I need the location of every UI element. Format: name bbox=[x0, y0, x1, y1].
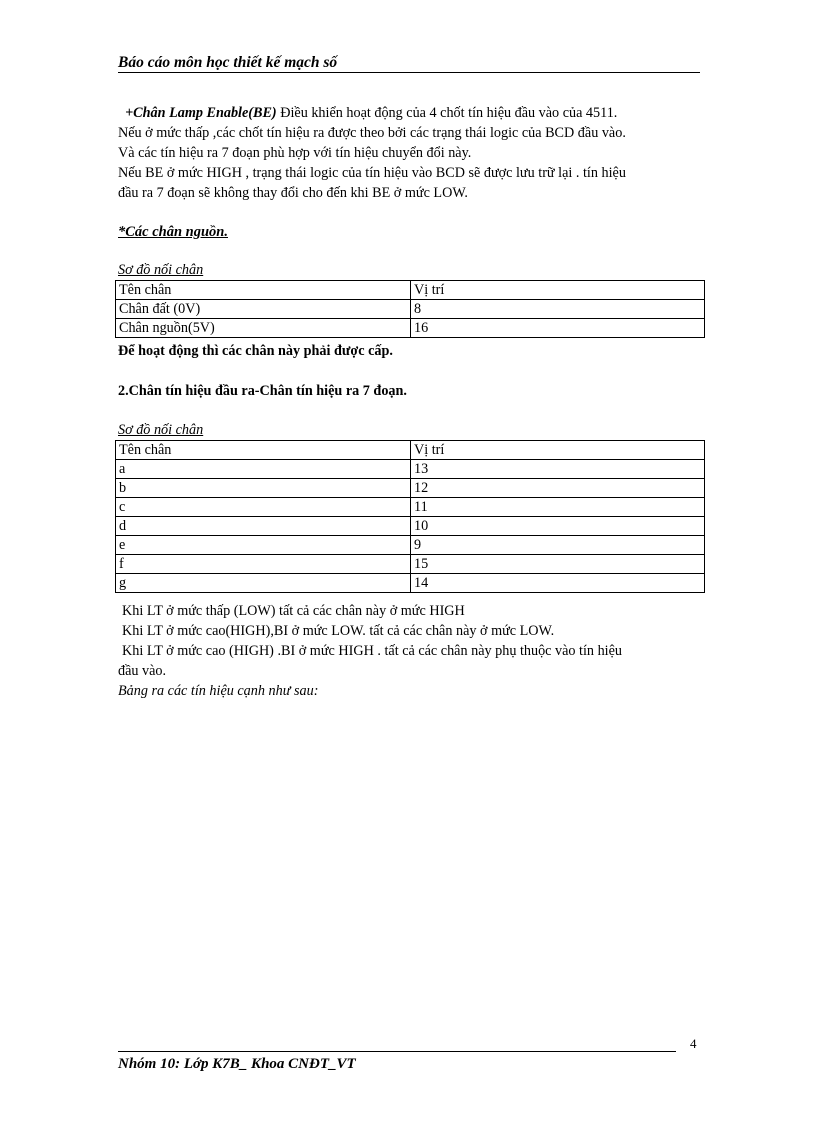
power-note: Để hoạt động thì các chân này phải được cấp. bbox=[118, 343, 393, 359]
table-cell: 11 bbox=[411, 498, 705, 517]
table-cell: a bbox=[116, 460, 411, 479]
footer-divider bbox=[118, 1051, 676, 1052]
table-cell: 16 bbox=[411, 319, 705, 338]
table-row bbox=[116, 536, 705, 555]
table-header-row bbox=[116, 441, 705, 460]
table-cell: c bbox=[116, 498, 411, 517]
output-note-4: đầu vào. bbox=[118, 663, 167, 679]
table-row bbox=[116, 319, 705, 338]
intro-lead: +Chân Lamp Enable(BE) bbox=[125, 105, 277, 121]
table-cell: 15 bbox=[411, 555, 705, 574]
intro-lead-rest: Điều khiển hoạt động của 4 chốt tín hiệu đầu vào của 4511. bbox=[276, 105, 618, 121]
intro-line-3: Và các tín hiệu ra 7 đoạn phù hợp với tín hiệu chuyển đổi này. bbox=[118, 145, 472, 161]
table-cell: 14 bbox=[411, 574, 705, 593]
table-cell: e bbox=[116, 536, 411, 555]
table-header-cell: Vị trí bbox=[411, 281, 705, 300]
table-cell: Chân đất (0V) bbox=[116, 300, 411, 319]
output-notes bbox=[118, 601, 698, 701]
output-pin-table bbox=[115, 440, 705, 593]
output-closing: Bảng ra các tín hiệu cạnh như sau: bbox=[118, 683, 319, 699]
power-table-caption: Sơ đồ nối chân bbox=[118, 262, 204, 278]
table-cell: 10 bbox=[411, 517, 705, 536]
table-cell: f bbox=[116, 555, 411, 574]
page-header-title: Báo cáo môn học thiết kế mạch số bbox=[118, 54, 338, 71]
table-header-cell: Vị trí bbox=[411, 441, 705, 460]
table-row bbox=[116, 498, 705, 517]
header-divider bbox=[118, 72, 700, 73]
intro-line-4: Nếu BE ở mức HIGH , trạng thái logic của tín hiệu vào BCD sẽ được lưu trữ lại . tín hiệu bbox=[118, 165, 626, 181]
table-cell: 9 bbox=[411, 536, 705, 555]
output-heading: 2.Chân tín hiệu đầu ra-Chân tín hiệu ra 7 đoạn. bbox=[118, 383, 407, 399]
intro-line-5: đầu ra 7 đoạn sẽ không thay đổi cho đến khi BE ở mức LOW. bbox=[118, 185, 468, 201]
intro-line-2: Nếu ở mức thấp ,các chốt tín hiệu ra được theo bởi các trạng thái logic của BCD đầu vào. bbox=[118, 125, 626, 141]
table-cell: d bbox=[116, 517, 411, 536]
table-cell: 13 bbox=[411, 460, 705, 479]
table-header-cell: Tên chân bbox=[116, 281, 411, 300]
output-table-caption: Sơ đồ nối chân bbox=[118, 422, 204, 438]
output-note-2: Khi LT ở mức cao(HIGH),BI ở mức LOW. tất cả các chân này ở mức LOW. bbox=[122, 623, 555, 639]
table-row bbox=[116, 460, 705, 479]
page-number: 4 bbox=[690, 1036, 697, 1051]
table-header-cell: Tên chân bbox=[116, 441, 411, 460]
table-cell: Chân nguồn(5V) bbox=[116, 319, 411, 338]
table-cell: b bbox=[116, 479, 411, 498]
table-cell: 8 bbox=[411, 300, 705, 319]
intro-line-1 bbox=[118, 103, 698, 123]
table-cell: 12 bbox=[411, 479, 705, 498]
intro-paragraph bbox=[118, 103, 698, 203]
output-note-1: Khi LT ở mức thấp (LOW) tất cả các chân này ở mức HIGH bbox=[122, 603, 465, 619]
table-row bbox=[116, 574, 705, 593]
table-row bbox=[116, 555, 705, 574]
power-pin-table bbox=[115, 280, 705, 338]
page-footer-text: Nhóm 10: Lớp K7B_ Khoa CNĐT_VT bbox=[118, 1056, 356, 1072]
power-heading: *Các chân nguồn. bbox=[118, 224, 228, 240]
table-row bbox=[116, 517, 705, 536]
table-header-row bbox=[116, 281, 705, 300]
table-row bbox=[116, 479, 705, 498]
table-row bbox=[116, 300, 705, 319]
table-cell: g bbox=[116, 574, 411, 593]
output-note-3: Khi LT ở mức cao (HIGH) .BI ở mức HIGH . tất cả các chân này phụ thuộc vào tín hiệu bbox=[122, 643, 623, 659]
